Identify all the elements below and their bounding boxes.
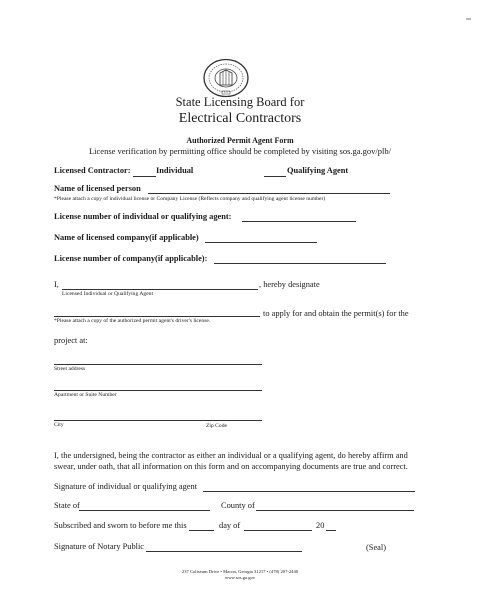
designation-prefix: I, [54,280,59,289]
verification-note: License verification by permitting office should be completed by visiting sos.ga.gov/plb/ [88,146,391,156]
city-zip-field[interactable] [54,420,262,421]
apartment-field[interactable] [54,390,262,391]
qualifying-agent-option: Qualifying Agent [287,166,349,175]
day-of-label: day of [219,521,241,530]
company-name-field[interactable] [205,242,317,243]
city-caption: City [54,422,64,428]
street-address-caption: Street address [54,366,86,372]
licensed-person-note: *Please attach a copy of individual license or Company License (Reflects company and qualifying agent license number) [54,196,326,202]
seal-label: (Seal) [366,543,386,552]
agent-name-field[interactable] [54,316,260,317]
year-prefix: 20 [316,521,325,530]
board-title-line1: State Licensing Board for [175,95,305,109]
affirmation-line2: swear, under oath, that all information on this form and on accompanying documents are true and correct. [54,462,408,471]
individual-checkbox-line[interactable] [133,176,156,177]
notary-label: Signature of Notary Public [54,542,145,551]
month-field[interactable] [244,530,312,531]
signature-field[interactable] [203,491,415,492]
company-name-label: Name of licensed company(if applicable) [54,233,199,242]
footer-website[interactable]: www.sos.ga.gov [224,575,256,580]
county-label: County of [221,501,255,510]
licensed-person-field[interactable] [148,193,390,194]
license-number-label: License number of individual or qualifying agent: [54,212,232,221]
apply-text: to apply for and obtain the permit(s) for the [263,309,409,318]
notary-signature-field[interactable] [146,551,302,552]
company-license-label: License number of company(if applicable): [54,254,208,263]
designation-suffix: , hereby designate [259,280,320,289]
day-field[interactable] [189,530,214,531]
state-seal-icon [201,58,251,98]
signature-label: Signature of individual or qualifying agent [54,482,198,491]
subscribed-text: Subscribed and sworn to before me this [54,521,187,530]
board-title-line2: Electrical Contractors [178,111,302,126]
county-field[interactable] [256,510,414,511]
qualifying-agent-checkbox-line[interactable] [264,176,286,177]
state-label: State of [54,501,80,510]
street-address-field[interactable] [54,364,262,365]
scan-mark [466,18,471,20]
state-field[interactable] [79,510,210,511]
company-license-field[interactable] [214,263,386,264]
apartment-caption: Apartment or Suite Number [54,392,117,398]
agent-license-note: *Please attach a copy of the authorized permit agent's driver's license. [54,318,211,324]
zip-caption: Zip Code [206,423,227,429]
designator-name-field[interactable] [62,289,258,290]
license-number-field[interactable] [242,221,356,222]
form-title: Authorized Permit Agent Form [186,136,294,145]
year-field[interactable] [326,530,336,531]
individual-option: Individual [156,166,194,175]
project-label: project at: [54,336,88,345]
licensed-person-label: Name of licensed person [54,184,141,193]
designator-caption: Licensed Individual or Qualifying Agent [62,291,154,297]
licensed-contractor-label: Licensed Contractor: [54,166,131,175]
affirmation-line1: I, the undersigned, being the contractor as either an individual or a qualifying agent, do hereby affirm and [54,451,408,460]
footer-address: 237 Coliseum Drive • Macon, Georgia 31217 • (478) 207-2440 [181,569,299,574]
